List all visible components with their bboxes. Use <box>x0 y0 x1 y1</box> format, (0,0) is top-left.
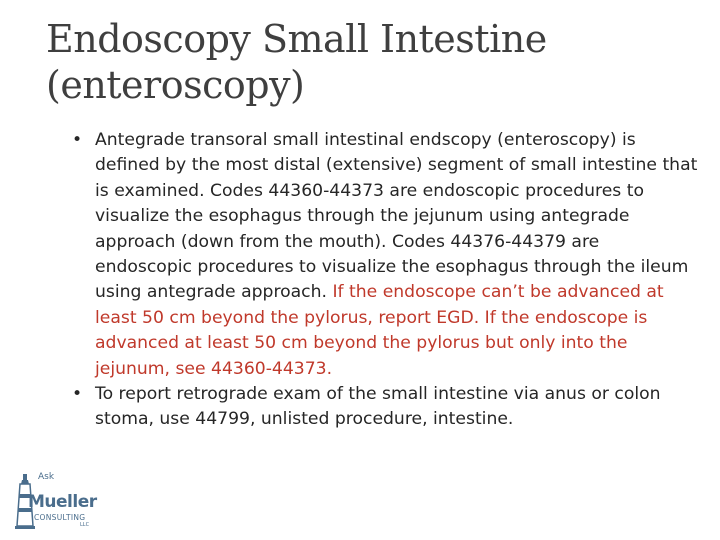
title-line-2: (enteroscopy) <box>46 63 305 107</box>
bullet-marker: • <box>72 384 83 405</box>
logo-text-ask: Ask <box>38 472 55 482</box>
title-line-1: Endoscopy Small Intestine <box>46 17 547 61</box>
bullet-text: Antegrade transoral small intestinal endscopy (enteroscopy) is defined by the most distal (extensive) segment of small intestine that is examined. Codes 44360-44373 are endoscopic procedures to visualize the esophagus through the jejunum using antegrade approach (down from the mouth). Codes 44376-44379 are endoscopic procedures to visualize the esophagus through the ileum using antegrade approach. <box>95 130 698 303</box>
bullet-item-antegrade <box>72 128 700 382</box>
bullet-marker: • <box>72 130 83 150</box>
logo-text-llc: LLC <box>80 522 90 528</box>
slide-title <box>46 16 686 108</box>
bullet-highlight-text: If the endoscope can’t be advanced at least 50 cm beyond the pylorus, report EGD. If the endoscope is advanced at least 50 cm beyond the pylorus but only into the jejunum, see 44360-44373. <box>95 282 664 379</box>
bullet-text: To report retrograde exam of the small intestine via anus or colon stoma, use 44799, unlisted procedure, intestine. <box>95 384 661 430</box>
logo-text-consulting: CONSULTING <box>34 513 86 522</box>
company-logo <box>14 472 97 532</box>
logo-text-mueller: Mueller <box>28 492 97 512</box>
bullet-item-retrograde <box>72 382 700 433</box>
bullet-list <box>72 128 700 433</box>
